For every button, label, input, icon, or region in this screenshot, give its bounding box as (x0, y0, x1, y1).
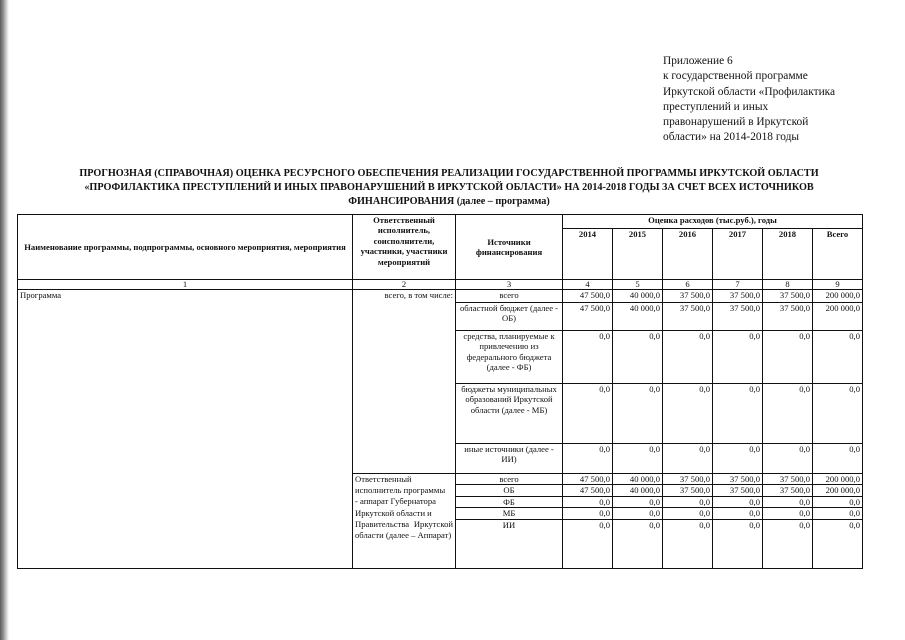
column-number: 6 (663, 280, 713, 290)
value-cell: 0,0 (613, 384, 663, 444)
value-cell: 0,0 (663, 384, 713, 444)
scan-edge-shadow (0, 0, 9, 640)
appendix-line: правонарушений в Иркутской (663, 116, 809, 129)
header-estimate: Оценка расходов (тыс.руб.), годы (563, 215, 863, 229)
header-year: 2017 (713, 229, 763, 280)
source-cell: средства, планируемые к привлечению из федерального бюджета (далее - ФБ) (456, 331, 563, 384)
column-number: 9 (813, 280, 863, 290)
value-cell: 37 500,0 (713, 290, 763, 303)
appendix-line: области» на 2014-2018 годы (663, 131, 800, 144)
value-cell: 200 000,0 (813, 290, 863, 303)
value-cell: 37 500,0 (713, 485, 763, 496)
title-line: «ПРОФИЛАКТИКА ПРЕСТУПЛЕНИЙ И ИНЫХ ПРАВОНАРУШЕНИЙ В ИРКУТСКОЙ ОБЛАСТИ» НА 2014-2018 ГОДЫ ЗА СЧЕТ ВСЕХ ИСТОЧНИКОВ (84, 182, 814, 194)
column-number: 3 (456, 280, 563, 290)
source-cell: бюджеты муниципальных образований Иркутской области (далее - МБ) (456, 384, 563, 444)
value-cell: 0,0 (613, 508, 663, 519)
value-cell: 0,0 (663, 519, 713, 568)
header-sources: Источники финансирования (456, 215, 563, 280)
value-cell: 200 000,0 (813, 485, 863, 496)
table-row (18, 290, 863, 303)
value-cell: 47 500,0 (563, 303, 613, 331)
value-cell: 0,0 (813, 384, 863, 444)
document-title (30, 167, 868, 210)
value-cell: 40 000,0 (613, 303, 663, 331)
value-cell: 0,0 (613, 444, 663, 474)
value-cell: 200 000,0 (813, 303, 863, 331)
value-cell: 200 000,0 (813, 474, 863, 485)
value-cell: 47 500,0 (563, 474, 613, 485)
column-number: 8 (763, 280, 813, 290)
value-cell: 47 500,0 (563, 485, 613, 496)
value-cell: 40 000,0 (613, 474, 663, 485)
value-cell: 37 500,0 (713, 474, 763, 485)
header-year: 2016 (663, 229, 713, 280)
source-cell: всего (456, 290, 563, 303)
header-name: Наименование программы, подпрограммы, основного мероприятия, мероприятия (18, 215, 353, 280)
source-cell: МБ (456, 508, 563, 519)
value-cell: 0,0 (763, 508, 813, 519)
title-line: ПРОГНОЗНАЯ (СПРАВОЧНАЯ) ОЦЕНКА РЕСУРСНОГО ОБЕСПЕЧЕНИЯ РЕАЛИЗАЦИИ ГОСУДАРСТВЕННОЙ ПРОГРАММЫ ИРКУТСКОЙ ОБЛАСТИ (79, 168, 819, 179)
value-cell: 0,0 (563, 519, 613, 568)
responsible-total: всего, в том числе: (353, 290, 456, 474)
header-responsible: Ответственный исполнитель, соисполнители, участники, участники мероприятий (353, 215, 456, 280)
value-cell: 37 500,0 (763, 290, 813, 303)
value-cell: 0,0 (763, 384, 813, 444)
value-cell: 37 500,0 (763, 474, 813, 485)
appendix-line: к государственной программе (663, 70, 808, 83)
value-cell: 0,0 (763, 331, 813, 384)
value-cell: 0,0 (563, 444, 613, 474)
responsible-executor-line: исполнитель программы (353, 485, 456, 496)
column-number: 7 (713, 280, 763, 290)
value-cell: 40 000,0 (613, 290, 663, 303)
value-cell: 0,0 (713, 496, 763, 507)
value-cell: 37 500,0 (663, 290, 713, 303)
value-cell: 0,0 (563, 508, 613, 519)
value-cell: 40 000,0 (613, 485, 663, 496)
value-cell: 37 500,0 (663, 485, 713, 496)
source-cell: ФБ (456, 496, 563, 507)
value-cell: 0,0 (563, 496, 613, 507)
value-cell: 0,0 (663, 444, 713, 474)
header-year: Всего (813, 229, 863, 280)
value-cell: 37 500,0 (663, 303, 713, 331)
column-number: 4 (563, 280, 613, 290)
title-line: ФИНАНСИРОВАНИЯ (далее – программа) (348, 196, 550, 208)
value-cell: 0,0 (613, 496, 663, 507)
value-cell: 0,0 (713, 384, 763, 444)
value-cell: 0,0 (763, 444, 813, 474)
value-cell: 0,0 (563, 331, 613, 384)
value-cell: 0,0 (663, 331, 713, 384)
column-number: 2 (353, 280, 456, 290)
header-year: 2015 (613, 229, 663, 280)
source-cell: иные источники (далее - ИИ) (456, 444, 563, 474)
responsible-executor-line: - аппарат Губернатора (353, 496, 456, 507)
column-number: 1 (18, 280, 353, 290)
value-cell: 0,0 (813, 508, 863, 519)
value-cell: 37 500,0 (663, 474, 713, 485)
appendix-line: Приложение 6 (663, 55, 733, 67)
value-cell: 0,0 (663, 508, 713, 519)
responsible-executor-line: Правительства Иркутской области (далее – Аппарат) (353, 519, 456, 568)
program-name: Программа (18, 290, 353, 569)
value-cell: 0,0 (663, 496, 713, 507)
value-cell: 0,0 (763, 519, 813, 568)
source-cell: всего (456, 474, 563, 485)
value-cell: 37 500,0 (713, 303, 763, 331)
value-cell: 0,0 (713, 508, 763, 519)
value-cell: 0,0 (613, 331, 663, 384)
header-year: 2018 (763, 229, 813, 280)
responsible-executor-line: Ответственный (353, 474, 456, 485)
appendix-note (663, 54, 878, 146)
value-cell: 37 500,0 (763, 303, 813, 331)
source-cell: областной бюджет (далее - ОБ) (456, 303, 563, 331)
value-cell: 0,0 (813, 496, 863, 507)
source-cell: ОБ (456, 485, 563, 496)
value-cell: 0,0 (713, 519, 763, 568)
value-cell: 0,0 (713, 444, 763, 474)
value-cell: 0,0 (613, 519, 663, 568)
appendix-line: преступлений и иных (663, 100, 769, 113)
appendix-line: Иркутской области «Профилактика (663, 85, 836, 98)
value-cell: 0,0 (713, 331, 763, 384)
column-number: 5 (613, 280, 663, 290)
source-cell: ИИ (456, 519, 563, 568)
value-cell: 0,0 (563, 384, 613, 444)
value-cell: 37 500,0 (763, 485, 813, 496)
value-cell: 0,0 (813, 444, 863, 474)
budget-table (17, 214, 863, 569)
value-cell: 0,0 (813, 331, 863, 384)
value-cell: 47 500,0 (563, 290, 613, 303)
responsible-executor-line: Иркутской области и (353, 508, 456, 519)
value-cell: 0,0 (813, 519, 863, 568)
value-cell: 0,0 (763, 496, 813, 507)
header-year: 2014 (563, 229, 613, 280)
